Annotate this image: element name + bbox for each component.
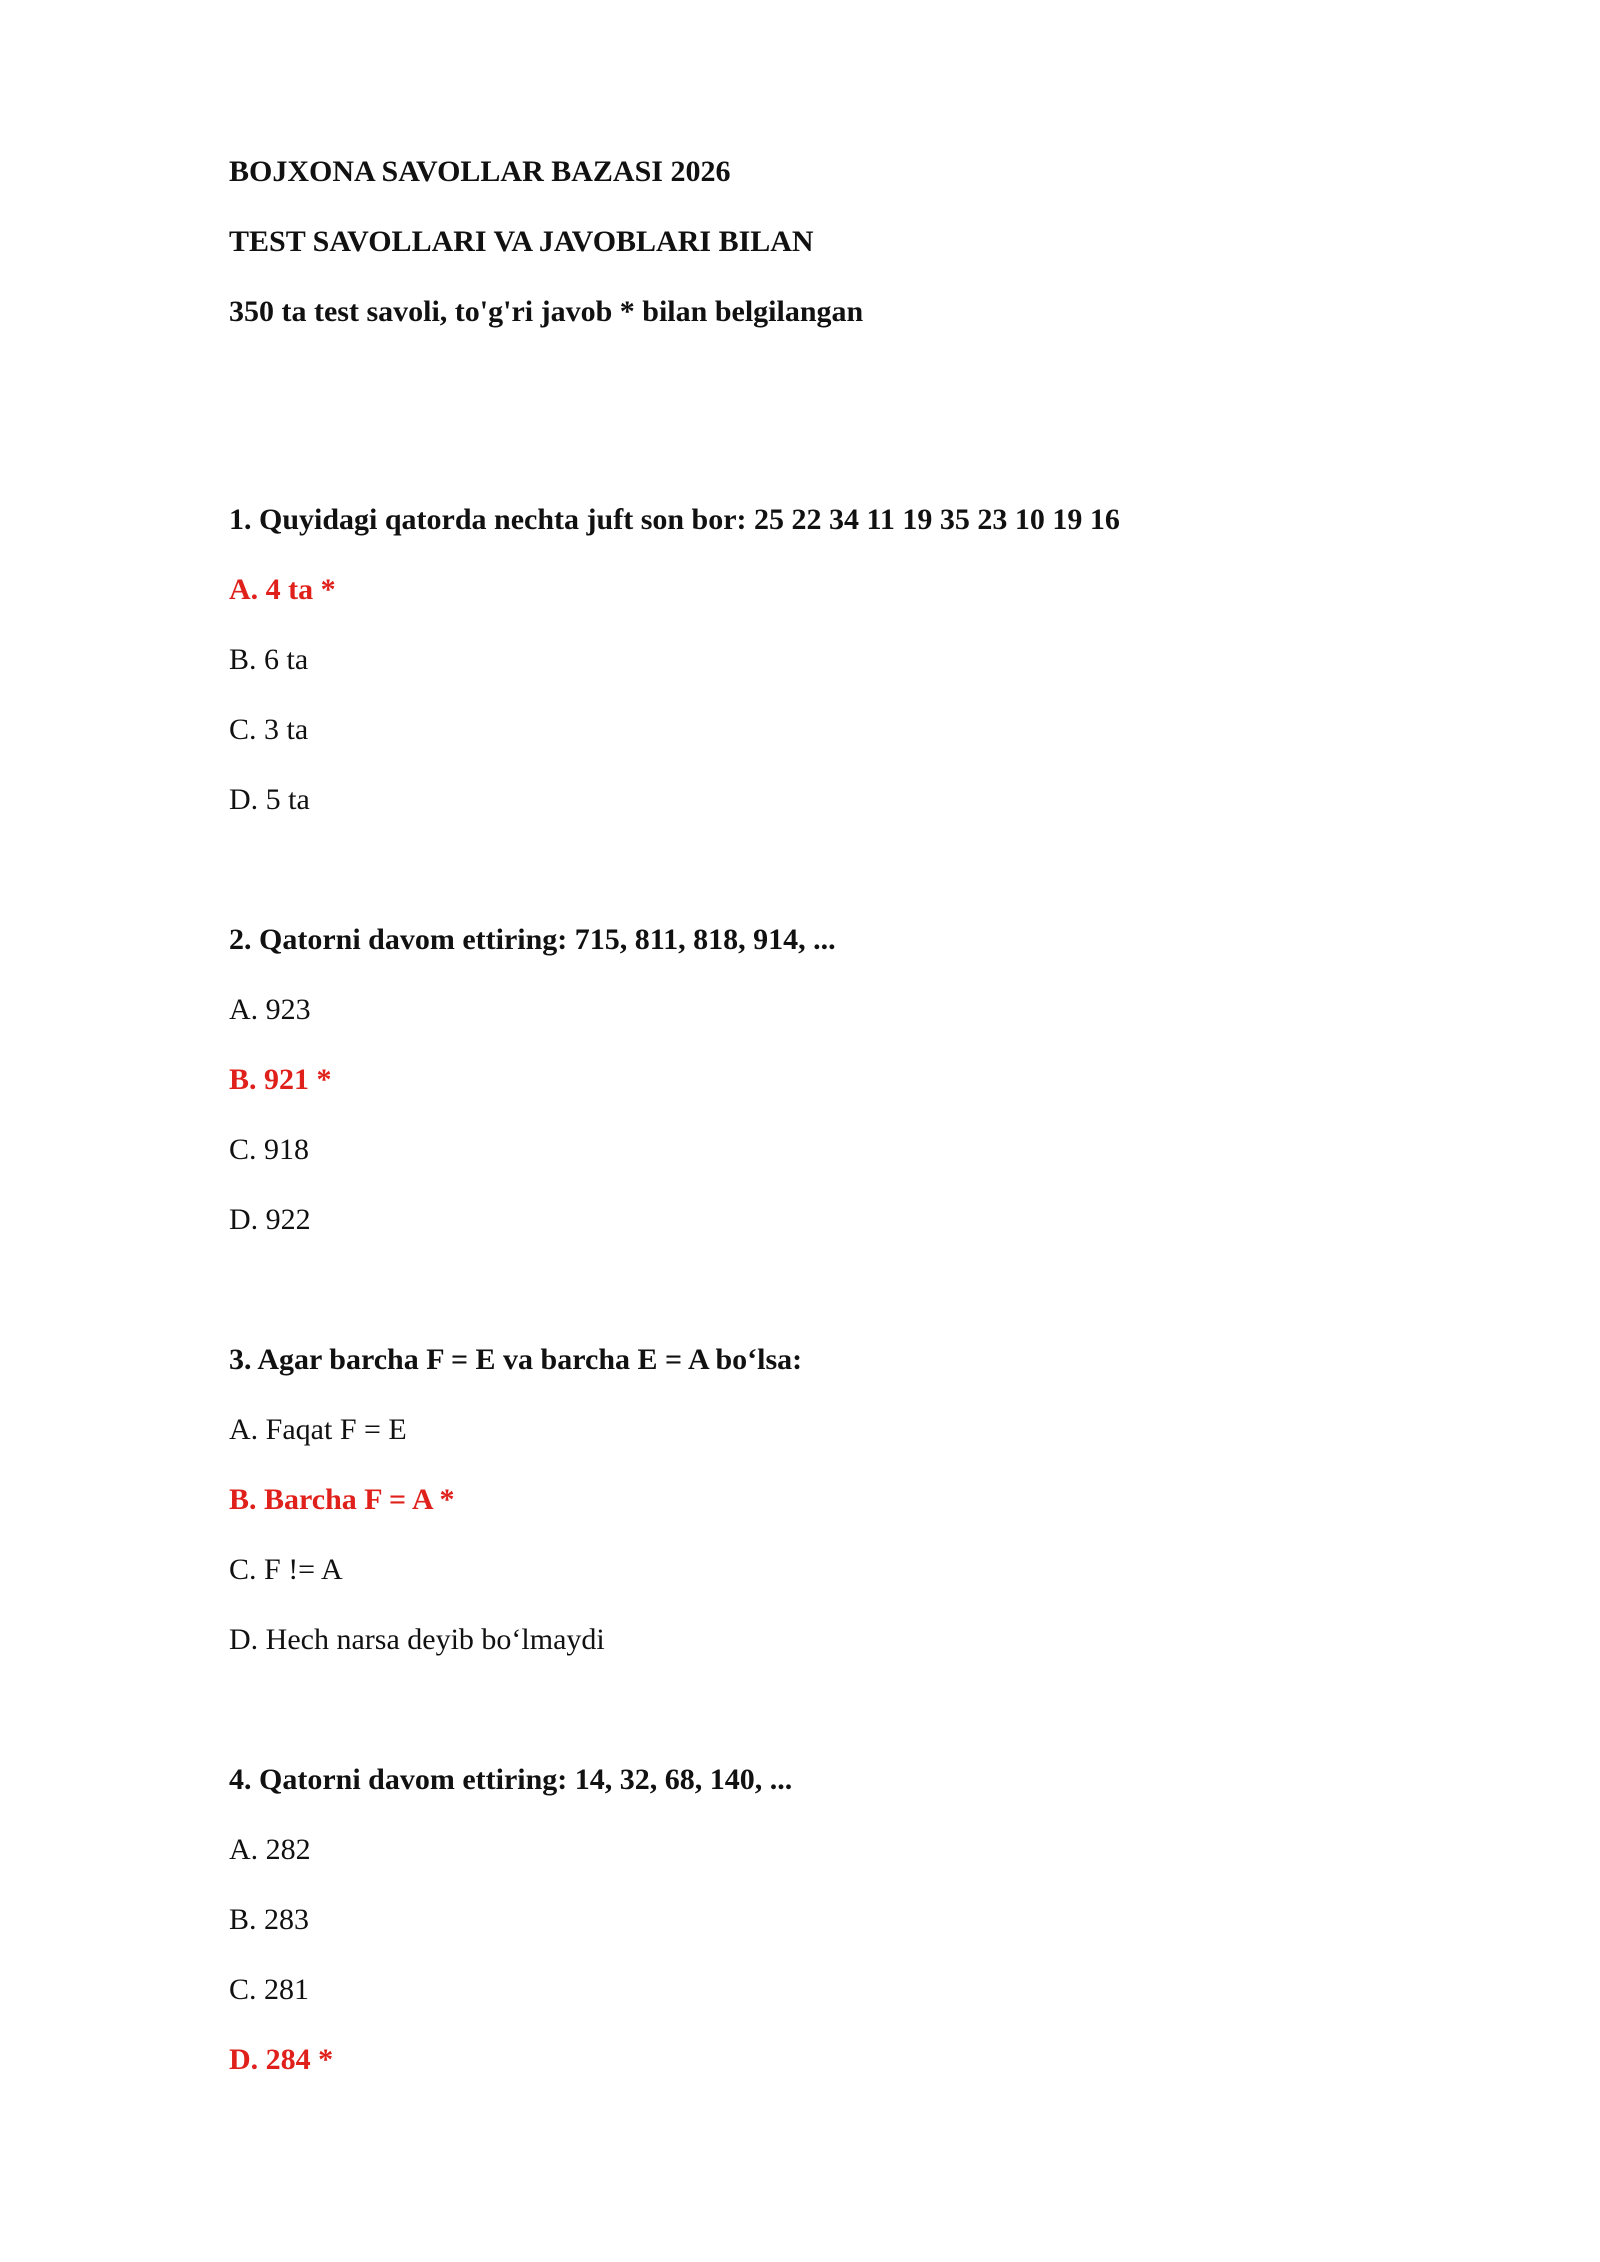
answer-option: C. 281 bbox=[229, 1973, 310, 2006]
document-title: BOJXONA SAVOLLAR BAZASI 2026 bbox=[229, 155, 731, 188]
correct-answer-option: B. Barcha F = A * bbox=[229, 1483, 455, 1516]
answer-option: D. Hech narsa deyib bo‘lmaydi bbox=[229, 1623, 605, 1656]
answer-option: B. 6 ta bbox=[229, 643, 309, 676]
correct-answer-option: B. 921 * bbox=[229, 1063, 332, 1096]
question-text: 1. Quyidagi qatorda nechta juft son bor: 25 22 34 11 19 35 23 10 19 16 bbox=[229, 503, 1120, 536]
answer-option: D. 5 ta bbox=[229, 783, 310, 816]
answer-option: B. 283 bbox=[229, 1903, 310, 1936]
answer-option: C. F != A bbox=[229, 1553, 343, 1586]
question-text: 3. Agar barcha F = E va barcha E = A bo‘lsa: bbox=[229, 1343, 803, 1376]
document-note: 350 ta test savoli, to'g'ri javob * bilan belgilangan bbox=[229, 295, 864, 328]
answer-option: D. 922 bbox=[229, 1203, 311, 1236]
answer-option: C. 3 ta bbox=[229, 713, 309, 746]
document-subtitle: TEST SAVOLLARI VA JAVOBLARI BILAN bbox=[229, 225, 814, 258]
answer-option: C. 918 bbox=[229, 1133, 310, 1166]
answer-option: A. 923 bbox=[229, 993, 311, 1026]
question-text: 4. Qatorni davom ettiring: 14, 32, 68, 140, ... bbox=[229, 1763, 793, 1796]
answer-option: A. 282 bbox=[229, 1833, 311, 1866]
answer-option: A. Faqat F = E bbox=[229, 1413, 407, 1446]
correct-answer-option: A. 4 ta * bbox=[229, 573, 336, 606]
correct-answer-option: D. 284 * bbox=[229, 2043, 334, 2076]
question-text: 2. Qatorni davom ettiring: 715, 811, 818, 914, ... bbox=[229, 923, 836, 956]
